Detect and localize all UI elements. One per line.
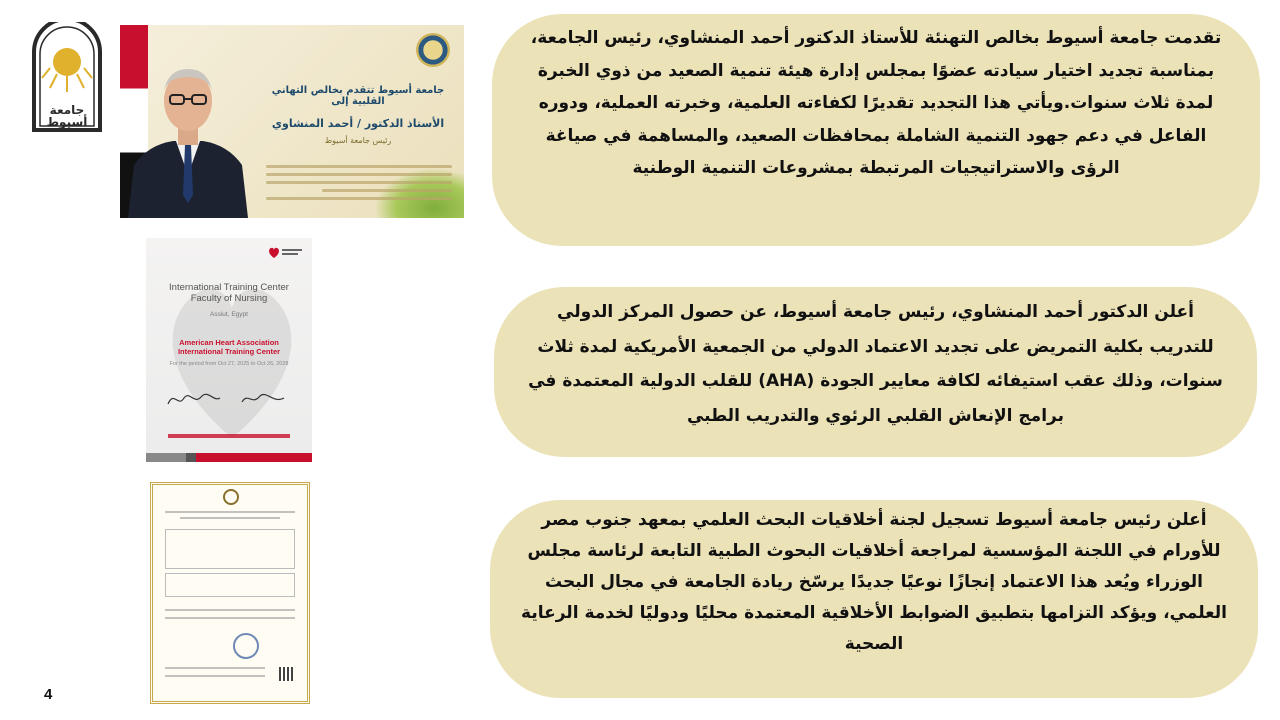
aha-logo-icon (268, 246, 304, 260)
cert-org: American Heart Association International Training Center For the period from Oct 27, 2025 to Oct 26, 2028 (169, 338, 289, 367)
news-body-3: أعلن رئيس جامعة أسيوط تسجيل لجنة أخلاقيات البحث العلمي بمعهد جنوب مصر للأورام في اللجنة المؤسسية لمراجعة أخلاقيات البحوث الطبية التابعة لرئاسة مجلس الوزراء ويُعد هذا الاعتماد إنجازًا نوعيًا جديدًا يرسّخ ريادة الجامعة في مجال البحث العلمي، ويؤكد التزامها بتطبيق الضوابط الأخلاقية المعتمدة محليًا ودوليًا لخدمة الرعاية الصحية (521, 510, 1227, 654)
congrats-body-lines (266, 160, 452, 205)
university-logo (30, 22, 104, 132)
ethics-certificate-image (150, 482, 310, 704)
signature-left (164, 388, 224, 410)
cert-center-title: International Training Center Faculty of Nursing (169, 282, 289, 304)
news-panel-3 (490, 500, 1258, 698)
news-panel-2 (494, 287, 1257, 457)
signature-right (234, 388, 294, 410)
aha-certificate-image (146, 238, 312, 462)
cert-red-line (168, 434, 290, 438)
news-body-2: أعلن الدكتور أحمد المنشاوي، رئيس جامعة أسيوط، عن حصول المركز الدولي للتدريب بكلية التمريض على تجديد الاعتماد الدولي من الجمعية الأمريكية لمدة ثلاث سنوات، وذلك عقب استيفائه لكافة معايير الجودة (AHA) للقلب الدولية المعتمدة في برامج الإنعاش القلبي الرئوي والتدريب الطبي (528, 302, 1223, 426)
page-number: 4 (44, 686, 53, 703)
cert-bottom-bar (146, 453, 312, 462)
cert-location: Assiut, Egypt (210, 311, 248, 318)
portrait-photo (128, 45, 248, 218)
congrats-name: الأستاذ الدكتور / أحمد المنشاوي (271, 117, 445, 130)
congratulation-image (120, 25, 464, 218)
seal-icon (223, 489, 239, 505)
stamp-icon (233, 633, 259, 659)
news-body-1: تقدمت جامعة أسيوط بخالص التهنئة للأستاذ الدكتور أحمد المنشاوي، رئيس الجامعة، بمناسبة تجديد اختيار سيادته عضوًا بمجلس إدارة هيئة تنمية الصعيد من ذوي الخبرة لمدة ثلاث سنوات.ويأتي هذا التجديد تقديرًا لكفاءته العلمية، وخبرته العملية، ودوره الفاعل في دعم جهود التنمية الشاملة بمحافظات الصعيد، والمساهمة في صياغة الرؤى والاستراتيجيات المرتبطة بمشروعات التنمية الوطنية (530, 28, 1222, 179)
logo-text: جامعة (49, 103, 85, 117)
news-panel-1 (492, 14, 1260, 246)
svg-text:أسيوط: أسيوط (46, 115, 88, 129)
congrats-subtitle: رئيس جامعة أسيوط (324, 136, 392, 145)
qr-code-icon (279, 667, 293, 681)
emblem-icon (416, 33, 450, 67)
congrats-title: جامعة أسيوط تتقدم بخالص التهاني القلبية إلى (271, 85, 445, 107)
